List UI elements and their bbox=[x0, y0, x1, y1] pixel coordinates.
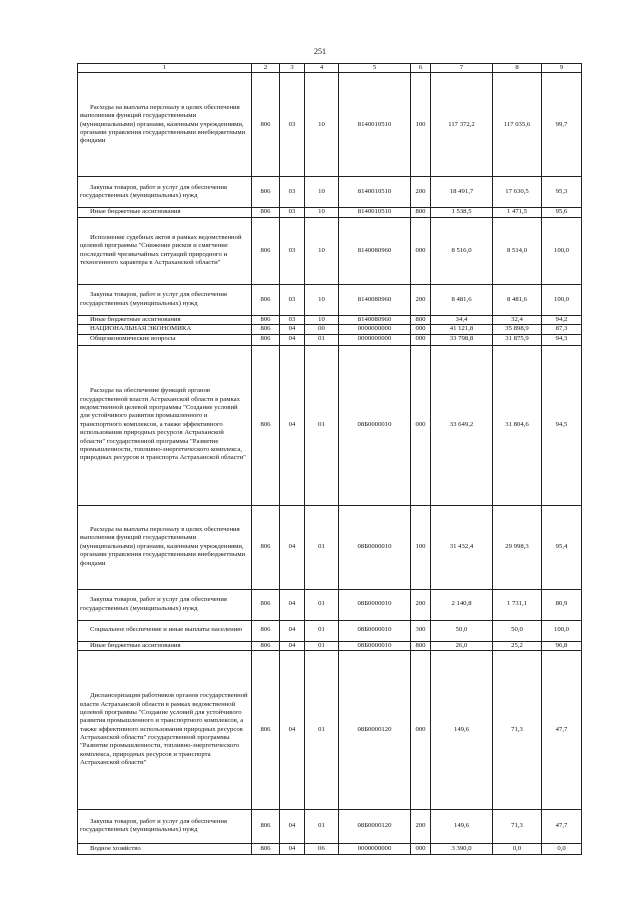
row-expense-type: 800 bbox=[411, 208, 431, 217]
row-section: 04 bbox=[280, 843, 305, 854]
row-planned: 33 798,8 bbox=[431, 334, 493, 345]
row-executed: 1 471,5 bbox=[493, 208, 542, 217]
row-ministry-code: 806 bbox=[252, 284, 280, 315]
row-section: 03 bbox=[280, 177, 305, 208]
row-ministry-code: 806 bbox=[252, 505, 280, 589]
row-target-item: 8140080960 bbox=[339, 315, 411, 324]
row-description bbox=[78, 505, 252, 589]
row-description bbox=[78, 177, 252, 208]
row-subsection: 06 bbox=[305, 843, 339, 854]
row-description bbox=[78, 650, 252, 809]
row-subsection: 01 bbox=[305, 620, 339, 641]
row-executed: 32,4 bbox=[493, 315, 542, 324]
row-planned: 149,6 bbox=[431, 650, 493, 809]
row-subsection: 01 bbox=[305, 641, 339, 650]
table-row bbox=[78, 843, 582, 854]
row-section: 03 bbox=[280, 73, 305, 177]
row-subsection: 10 bbox=[305, 217, 339, 284]
row-ministry-code: 806 bbox=[252, 589, 280, 620]
row-percent: 80,9 bbox=[542, 589, 582, 620]
row-description-text: НАЦИОНАЛЬНАЯ ЭКОНОМИКА bbox=[90, 325, 192, 333]
row-target-item: 0000000000 bbox=[339, 325, 411, 334]
row-section: 04 bbox=[280, 345, 305, 505]
row-description-text: Закупка товаров, работ и услуг для обеспечения государственных (муниципальных) нужд bbox=[80, 596, 228, 612]
row-section: 04 bbox=[280, 809, 305, 843]
table-row bbox=[78, 641, 582, 650]
table-row bbox=[78, 505, 582, 589]
row-executed: 8 514,0 bbox=[493, 217, 542, 284]
row-target-item: 08Б0000010 bbox=[339, 345, 411, 505]
row-planned: 18 491,7 bbox=[431, 177, 493, 208]
row-executed: 0,0 bbox=[493, 843, 542, 854]
row-executed: 31 875,9 bbox=[493, 334, 542, 345]
row-expense-type: 100 bbox=[411, 73, 431, 177]
column-header: 2 bbox=[252, 64, 280, 73]
row-ministry-code: 806 bbox=[252, 217, 280, 284]
row-percent: 94,5 bbox=[542, 345, 582, 505]
column-header: 7 bbox=[431, 64, 493, 73]
row-executed: 50,0 bbox=[493, 620, 542, 641]
row-section: 04 bbox=[280, 641, 305, 650]
row-description bbox=[78, 284, 252, 315]
table-header-row bbox=[78, 64, 582, 73]
row-target-item: 8140080960 bbox=[339, 217, 411, 284]
table-row bbox=[78, 73, 582, 177]
row-subsection: 10 bbox=[305, 284, 339, 315]
row-ministry-code: 806 bbox=[252, 325, 280, 334]
row-expense-type: 200 bbox=[411, 284, 431, 315]
row-target-item: 08Б0000010 bbox=[339, 589, 411, 620]
table-row bbox=[78, 334, 582, 345]
row-planned: 33 649,2 bbox=[431, 345, 493, 505]
row-expense-type: 300 bbox=[411, 620, 431, 641]
row-subsection: 01 bbox=[305, 809, 339, 843]
row-ministry-code: 806 bbox=[252, 208, 280, 217]
budget-table bbox=[77, 63, 582, 855]
row-percent: 95,3 bbox=[542, 177, 582, 208]
row-ministry-code: 806 bbox=[252, 315, 280, 324]
row-section: 03 bbox=[280, 217, 305, 284]
row-percent: 95,6 bbox=[542, 208, 582, 217]
row-ministry-code: 806 bbox=[252, 620, 280, 641]
row-description-text: Закупка товаров, работ и услуг для обеспечения государственных (муниципальных) нужд bbox=[80, 818, 228, 834]
row-planned: 8 481,6 bbox=[431, 284, 493, 315]
row-expense-type: 000 bbox=[411, 650, 431, 809]
row-target-item: 0000000000 bbox=[339, 843, 411, 854]
row-ministry-code: 806 bbox=[252, 73, 280, 177]
row-subsection: 10 bbox=[305, 177, 339, 208]
row-expense-type: 800 bbox=[411, 641, 431, 650]
row-description-text: Расходы на обеспечение функций органов государственной власти Астраханской области в рамках ведомственной целевой программы "Создание условий для устойчивого развития промышленного и транспортного комплексов, а также эффективного использования природных ресурсов Астраханской области" государственной программы "Развитие промышленности, топливно-энергетического комплекса, природных ресурсов и транспорта Астраханской области" bbox=[80, 387, 246, 462]
row-section: 04 bbox=[280, 505, 305, 589]
row-planned: 8 516,0 bbox=[431, 217, 493, 284]
row-expense-type: 200 bbox=[411, 809, 431, 843]
row-description bbox=[78, 217, 252, 284]
row-description bbox=[78, 73, 252, 177]
column-header: 3 bbox=[280, 64, 305, 73]
row-description-text: Иные бюджетные ассигнования bbox=[90, 641, 181, 649]
row-section: 03 bbox=[280, 315, 305, 324]
row-subsection: 01 bbox=[305, 334, 339, 345]
row-description bbox=[78, 334, 252, 345]
row-percent: 0,0 bbox=[542, 843, 582, 854]
column-header: 8 bbox=[493, 64, 542, 73]
row-planned: 3 390,0 bbox=[431, 843, 493, 854]
row-target-item: 8140010510 bbox=[339, 208, 411, 217]
row-expense-type: 200 bbox=[411, 177, 431, 208]
row-description-text: Расходы на выплаты персоналу в целях обеспечения выполнения функций государственными (муниципальными) органами, казенными учреждениями, органами управления государственными внебюджетными фондами bbox=[80, 526, 246, 567]
row-description-text: Закупка товаров, работ и услуг для обеспечения государственных (муниципальных) нужд bbox=[80, 184, 228, 200]
row-target-item: 8140080960 bbox=[339, 284, 411, 315]
row-executed: 17 630,5 bbox=[493, 177, 542, 208]
row-executed: 71,3 bbox=[493, 809, 542, 843]
row-target-item: 8140010510 bbox=[339, 177, 411, 208]
row-planned: 117 372,2 bbox=[431, 73, 493, 177]
row-expense-type: 200 bbox=[411, 589, 431, 620]
row-planned: 149,6 bbox=[431, 809, 493, 843]
table-row bbox=[78, 809, 582, 843]
row-expense-type: 000 bbox=[411, 334, 431, 345]
row-description bbox=[78, 315, 252, 324]
row-description bbox=[78, 589, 252, 620]
row-target-item: 08Б0000010 bbox=[339, 620, 411, 641]
row-subsection: 01 bbox=[305, 589, 339, 620]
row-description bbox=[78, 208, 252, 217]
row-description bbox=[78, 620, 252, 641]
row-target-item: 0000000000 bbox=[339, 334, 411, 345]
row-executed: 71,3 bbox=[493, 650, 542, 809]
row-executed: 8 481,6 bbox=[493, 284, 542, 315]
row-expense-type: 000 bbox=[411, 345, 431, 505]
table-row bbox=[78, 325, 582, 334]
row-percent: 96,8 bbox=[542, 641, 582, 650]
row-percent: 47,7 bbox=[542, 650, 582, 809]
row-description-text: Расходы на выплаты персоналу в целях обеспечения выполнения функций государственными (муниципальными) органами, казенными учреждениями, органами управления государственными внебюджетными фондами bbox=[80, 103, 246, 145]
table-row bbox=[78, 620, 582, 641]
row-expense-type: 800 bbox=[411, 315, 431, 324]
row-description bbox=[78, 843, 252, 854]
row-subsection: 10 bbox=[305, 208, 339, 217]
row-ministry-code: 806 bbox=[252, 650, 280, 809]
row-section: 03 bbox=[280, 284, 305, 315]
row-planned: 2 140,8 bbox=[431, 589, 493, 620]
row-percent: 95,4 bbox=[542, 505, 582, 589]
row-target-item: 08Б0000120 bbox=[339, 809, 411, 843]
row-ministry-code: 806 bbox=[252, 641, 280, 650]
row-section: 03 bbox=[280, 208, 305, 217]
row-description-text: Социальное обеспечение и иные выплаты населению bbox=[90, 626, 243, 634]
row-section: 04 bbox=[280, 620, 305, 641]
column-header: 4 bbox=[305, 64, 339, 73]
table-row bbox=[78, 650, 582, 809]
row-description bbox=[78, 325, 252, 334]
row-subsection: 10 bbox=[305, 73, 339, 177]
row-planned: 41 121,8 bbox=[431, 325, 493, 334]
row-ministry-code: 806 bbox=[252, 345, 280, 505]
row-percent: 99,7 bbox=[542, 73, 582, 177]
table-row bbox=[78, 345, 582, 505]
row-planned: 31 432,4 bbox=[431, 505, 493, 589]
row-target-item: 08Б0000120 bbox=[339, 650, 411, 809]
row-description-text: Исполнение судебных актов в рамках ведомственной целевой программы "Снижение рисков и смягчение последствий чрезвычайных ситуаций природного и техногенного характера в Астраханской области" bbox=[80, 234, 242, 267]
row-target-item: 08Б0000010 bbox=[339, 641, 411, 650]
row-description-text: Иные бюджетные ассигнования bbox=[90, 208, 181, 216]
row-percent: 100,0 bbox=[542, 284, 582, 315]
row-executed: 35 898,9 bbox=[493, 325, 542, 334]
row-description bbox=[78, 641, 252, 650]
row-description-text: Водное хозяйство bbox=[90, 844, 141, 852]
row-subsection: 10 bbox=[305, 315, 339, 324]
table-row bbox=[78, 217, 582, 284]
row-expense-type: 000 bbox=[411, 325, 431, 334]
row-percent: 94,3 bbox=[542, 334, 582, 345]
row-expense-type: 000 bbox=[411, 843, 431, 854]
row-subsection: 00 bbox=[305, 325, 339, 334]
row-ministry-code: 806 bbox=[252, 843, 280, 854]
table-row bbox=[78, 208, 582, 217]
row-description bbox=[78, 809, 252, 843]
row-description-text: Диспансеризация работников органов государственной власти Астраханской области в рамках ведомственной целевой программы "Создание условий для устойчивого развития промышленного и транспортного комплексов, а также эффективного использования природных ресурсов Астраханской области" государственной программы "Развитие промышленности, топливно-энергетического комплекса, природных ресурсов и транспорта Астраханской области" bbox=[80, 692, 248, 767]
row-planned: 34,4 bbox=[431, 315, 493, 324]
row-percent: 100,0 bbox=[542, 217, 582, 284]
row-section: 04 bbox=[280, 325, 305, 334]
row-executed: 31 804,6 bbox=[493, 345, 542, 505]
row-section: 04 bbox=[280, 589, 305, 620]
row-ministry-code: 806 bbox=[252, 334, 280, 345]
row-target-item: 8140010510 bbox=[339, 73, 411, 177]
row-description-text: Закупка товаров, работ и услуг для обеспечения государственных (муниципальных) нужд bbox=[80, 291, 228, 307]
row-ministry-code: 806 bbox=[252, 177, 280, 208]
row-ministry-code: 806 bbox=[252, 809, 280, 843]
column-header: 6 bbox=[411, 64, 431, 73]
row-executed: 29 998,3 bbox=[493, 505, 542, 589]
row-executed: 25,2 bbox=[493, 641, 542, 650]
row-description-text: Иные бюджетные ассигнования bbox=[90, 315, 181, 323]
row-executed: 1 731,1 bbox=[493, 589, 542, 620]
row-planned: 1 538,5 bbox=[431, 208, 493, 217]
table-row bbox=[78, 284, 582, 315]
row-section: 04 bbox=[280, 650, 305, 809]
row-target-item: 08Б0000010 bbox=[339, 505, 411, 589]
row-subsection: 01 bbox=[305, 345, 339, 505]
page-number: 251 bbox=[314, 47, 326, 56]
row-subsection: 01 bbox=[305, 650, 339, 809]
row-percent: 100,0 bbox=[542, 620, 582, 641]
row-planned: 50,0 bbox=[431, 620, 493, 641]
row-subsection: 01 bbox=[305, 505, 339, 589]
row-percent: 94,2 bbox=[542, 315, 582, 324]
table-row bbox=[78, 315, 582, 324]
column-header: 1 bbox=[78, 64, 252, 73]
table-row bbox=[78, 589, 582, 620]
row-planned: 26,0 bbox=[431, 641, 493, 650]
row-description bbox=[78, 345, 252, 505]
row-percent: 87,3 bbox=[542, 325, 582, 334]
row-percent: 47,7 bbox=[542, 809, 582, 843]
table-row bbox=[78, 177, 582, 208]
column-header: 9 bbox=[542, 64, 582, 73]
column-header: 5 bbox=[339, 64, 411, 73]
row-executed: 117 035,6 bbox=[493, 73, 542, 177]
row-description-text: Общеэкономические вопросы bbox=[90, 335, 176, 343]
row-section: 04 bbox=[280, 334, 305, 345]
row-expense-type: 100 bbox=[411, 505, 431, 589]
row-expense-type: 000 bbox=[411, 217, 431, 284]
